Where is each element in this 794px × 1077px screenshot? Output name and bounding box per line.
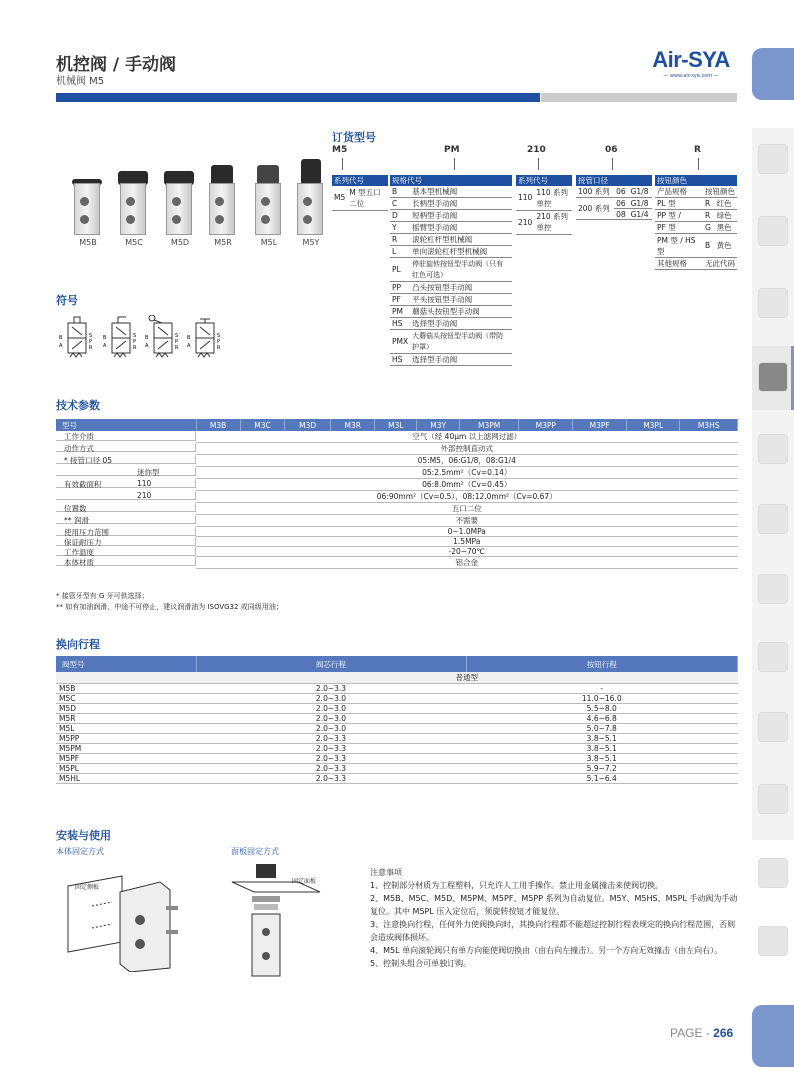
spec-desc: 蘑菇头按钮型手动阀 [410, 306, 512, 318]
note-item: 2、M5B、M5C、M5D、M5PM、M5PF、M5PP 系列为自动复位。M5Y、M5HS、M5PL 手动阀为手动复位。其中 M5PL 压入定位后，须旋转按钮才能复位。 [370, 894, 738, 916]
system-table [516, 175, 572, 235]
table-row [56, 744, 738, 754]
system-code: 210 [516, 210, 534, 234]
tech-param-value: 1.5MPa [196, 537, 738, 547]
stroke-model: M5B [56, 684, 196, 694]
stroke-spool: 2.0~3.3 [196, 764, 466, 774]
spec-code: HS [390, 354, 410, 366]
spec-desc: 单向滚轮杠杆型机械阀 [410, 246, 512, 258]
body-mount-title: 本体固定方式 [56, 847, 104, 856]
stroke-model: M5C [56, 694, 196, 704]
svg-text:S: S [217, 333, 221, 339]
product-label: M5L [260, 238, 278, 247]
tech-param-name: * 接管口径 05 [64, 455, 113, 465]
order-code-color: R [694, 145, 701, 155]
tech-col-head: M3PF [573, 419, 627, 431]
stroke-model: M5D [56, 704, 196, 714]
install-section-title: 安装与使用 [56, 829, 111, 842]
svg-text:B: B [187, 335, 191, 341]
stroke-button: 5.1~6.4 [466, 774, 738, 784]
stroke-model: M5HL [56, 774, 196, 784]
svg-text:R: R [89, 345, 93, 351]
tech-col-head: M3PP [519, 419, 573, 431]
stroke-spool: 2.0~3.0 [196, 704, 466, 714]
tech-param-name: 有效截面积 [64, 479, 102, 489]
tech-param-value: 外部控制直动式 [196, 443, 738, 455]
valve-symbol-icon [142, 315, 186, 361]
tech-param-name [56, 467, 134, 477]
solenoid-valve-icon[interactable] [758, 434, 788, 464]
stroke-spool: 2.0~3.3 [196, 774, 466, 784]
color-spec: 其他规格 [655, 258, 703, 270]
product-label: M5B [79, 238, 97, 247]
order-code-spec: PM [444, 145, 460, 155]
spec-code: C [390, 198, 410, 210]
stroke-section-title: 换向行程 [56, 638, 100, 651]
product-image-m5r [203, 165, 243, 235]
body-mount-label: 固定侧板 [75, 884, 100, 891]
port-code: 06 [614, 198, 628, 209]
tech-col-head: M3D [285, 419, 331, 431]
tech-col-head: M3Y [417, 419, 460, 431]
tech-param-name: 位置数 [64, 503, 87, 513]
stroke-button: 11.0~16.0 [466, 694, 738, 704]
spec-code: R [390, 234, 410, 246]
color-spec: PP 型 / [655, 210, 703, 222]
filter-regulator-icon[interactable] [758, 144, 788, 174]
port-size: G1/4 [629, 209, 652, 220]
series-desc: M 型五口二位 [347, 186, 388, 210]
stroke-table [56, 656, 738, 784]
tech-param-value: -20~70℃ [196, 547, 738, 557]
manifold-icon[interactable] [758, 712, 788, 742]
spec-desc: 选择型手动阀 [410, 354, 512, 366]
system-code: 110 [516, 186, 534, 210]
note-item: 3、注意换向行程，任何外力使阀换向时，其换向行程都不能超过控制行程表规定的换向行程范围，否则会造成阀体损坏。 [370, 920, 736, 942]
product-label: M5D [170, 238, 190, 247]
spec-desc: 摇臂型手动阀 [410, 222, 512, 234]
svg-text:B: B [59, 335, 63, 341]
stroke-button: 4.6~6.8 [466, 714, 738, 724]
spec-code: Y [390, 222, 410, 234]
tech-param-name: ** 润滑 [64, 515, 89, 525]
tech-param-sub [134, 455, 195, 465]
table-row [56, 764, 738, 774]
stroke-spool: 2.0~3.0 [196, 724, 466, 734]
svg-text:S: S [133, 333, 137, 339]
tech-param-sub [134, 527, 195, 537]
svg-text:P: P [175, 339, 179, 345]
tech-table [56, 419, 738, 569]
tech-param-value: 06:90mm²（Cv=0.5），08:12.0mm²（Cv=0.67） [196, 491, 738, 503]
tech-param-sub [134, 515, 195, 525]
tech-section-title: 技术参数 [56, 399, 100, 412]
product-image-m5y [291, 165, 331, 235]
accessory-icon[interactable] [758, 926, 788, 956]
port-code: 06 [614, 186, 628, 198]
product-label: M5R [214, 238, 232, 247]
svg-text:A: A [145, 343, 149, 349]
tech-col-head: M3PL [627, 419, 680, 431]
color-spec: PL 型 [655, 198, 703, 210]
tech-param-sub [134, 537, 195, 547]
svg-text:B: B [145, 335, 149, 341]
stroke-spool: 2.0~3.3 [196, 684, 466, 694]
tech-param-value: 空气（经 40μm 以上滤网过滤） [196, 431, 738, 443]
spec-desc: 短柄型手动阀 [410, 210, 512, 222]
valve-symbol-icon [184, 315, 228, 361]
table-row [56, 704, 738, 714]
tech-param-value: 06:8.0mm²（Cv=0.45） [196, 479, 738, 491]
svg-text:S: S [89, 333, 93, 339]
spec-head: 规格代号 [390, 175, 512, 186]
tech-param-sub [134, 547, 195, 557]
stroke-model: M5PM [56, 744, 196, 754]
order-section-title: 订货型号 [332, 131, 376, 144]
stroke-button: 5.5~8.0 [466, 704, 738, 714]
svg-text:P: P [217, 339, 221, 345]
product-image-m5l [249, 165, 289, 235]
tech-note: ** 如有加油润滑，中途不可停止，建议润滑油为 ISOVG32 或同级用油； [56, 603, 283, 611]
color-name: 黄色 [715, 234, 737, 258]
color-name: 红色 [715, 198, 737, 210]
color-head: 按钮颜色 [655, 175, 737, 186]
system-desc: 210 系列单控 [534, 210, 572, 234]
chapter-tab[interactable] [752, 48, 794, 100]
spec-code: B [390, 186, 410, 198]
page-number [670, 1026, 733, 1040]
manual-valve-icon[interactable] [758, 362, 788, 392]
tech-col-head: M3HS [680, 419, 738, 431]
color-name: 绿色 [715, 210, 737, 222]
spec-desc: 选择型手动阀 [410, 318, 512, 330]
svg-text:B: B [103, 335, 107, 341]
page-title: 机控阀 / 手动阀 [56, 55, 177, 75]
tech-param-name: 保证耐压力 [64, 537, 102, 547]
product-label: M5Y [302, 238, 320, 247]
tech-note: * 接管牙型有 G 牙可供选择； [56, 592, 149, 600]
tech-col-head: M3C [240, 419, 284, 431]
series-code: M5 [332, 186, 347, 210]
color-spec: PM 型 / HS 型 [655, 234, 703, 258]
tech-param-sub: 210 [137, 490, 152, 500]
stroke-spool: 2.0~3.3 [196, 734, 466, 744]
system-head: 系列代号 [516, 175, 572, 186]
stroke-spool: 2.0~3.3 [196, 754, 466, 764]
stroke-col-head: 按钮行程 [466, 656, 738, 672]
tech-param-name [56, 491, 134, 501]
table-row [56, 774, 738, 784]
svg-text:A: A [59, 343, 63, 349]
filter-icon[interactable] [758, 216, 788, 246]
silencer-icon[interactable] [758, 858, 788, 888]
product-label: M5C [125, 238, 143, 247]
product-image-m5d [160, 165, 200, 235]
spec-desc: 基本型机械阀 [410, 186, 512, 198]
page-label: PAGE - [670, 1026, 710, 1040]
system-desc: 110 系列单控 [534, 186, 572, 210]
stroke-model: M5PF [56, 754, 196, 764]
cylinder-icon[interactable] [758, 504, 788, 534]
brand-name: Air-SYA [652, 47, 730, 72]
svg-text:P: P [133, 339, 137, 345]
spec-code: PM [390, 306, 410, 318]
port-code: 08 [614, 209, 628, 220]
tech-col-head: M3R [331, 419, 375, 431]
tech-param-name: 动作方式 [64, 443, 94, 453]
stroke-model: M5L [56, 724, 196, 734]
stroke-model: M5PL [56, 764, 196, 774]
page-tab[interactable] [752, 1005, 794, 1067]
elbow-fitting-icon[interactable] [758, 784, 788, 814]
svg-text:P: P [89, 339, 93, 345]
tech-col-head: M3L [375, 419, 417, 431]
tech-param-name: 使用压力范围 [64, 527, 109, 537]
port-series: 200 系列 [576, 198, 614, 220]
stroke-spool: 2.0~3.3 [196, 744, 466, 754]
tech-param-sub [134, 557, 195, 567]
brand-logo [646, 48, 736, 88]
color-code: G [703, 222, 715, 234]
symbol-section-title: 符号 [56, 294, 78, 307]
stroke-button: 5.0~7.8 [466, 724, 738, 734]
order-code-system: 210 [527, 145, 546, 155]
fitting-icon[interactable] [758, 642, 788, 672]
color-col-head: 产品规格 [655, 186, 703, 198]
spec-code: L [390, 246, 410, 258]
port-table [576, 175, 652, 220]
spec-code: PP [390, 282, 410, 294]
tech-param-value: 0~1.0MPa [196, 527, 738, 537]
gauge-valve-icon[interactable] [758, 288, 788, 318]
spec-code: PL [390, 258, 410, 282]
tech-param-name: 工作介质 [64, 432, 94, 441]
valve-symbol-icon [56, 315, 100, 361]
note-item: 1、控制部分材质为工程塑料，只允许人工用手操作。禁止用金属撞击来使阀切换。 [370, 881, 664, 890]
svg-text:R: R [133, 345, 137, 351]
color-name: 黑色 [715, 222, 737, 234]
tech-col-head: M3B [196, 419, 240, 431]
tech-col-head: 型号 [56, 419, 196, 431]
pressure-switch-icon[interactable] [758, 574, 788, 604]
tech-param-name: 本体材质 [64, 557, 94, 567]
color-code: B [703, 234, 715, 258]
stroke-button: - [466, 684, 738, 694]
tech-param-sub [134, 443, 195, 453]
tech-param-sub [134, 503, 195, 513]
spec-desc: 凸头按钮型手动阀 [410, 282, 512, 294]
spec-code: PMX [390, 330, 410, 354]
series-head: 系列代号 [332, 175, 388, 186]
svg-text:S: S [175, 333, 179, 339]
table-row [56, 734, 738, 744]
color-code: 无此代码 [705, 259, 735, 268]
tech-param-sub: 迷你型 [137, 467, 160, 477]
valve-symbol-icon [100, 315, 144, 361]
spec-desc: 停驻旋转按钮型手动阀（只有红色可选） [410, 258, 512, 282]
product-image-m5b [68, 165, 108, 235]
color-spec: PF 型 [655, 222, 703, 234]
tech-param-value: 五口二位 [196, 503, 738, 515]
stroke-button: 3.8~5.1 [466, 734, 738, 744]
order-code-series: M5 [332, 145, 348, 155]
stroke-col-head: 阀型号 [56, 656, 196, 672]
tech-param-value: 05:M5，06:G1/8，08:G1/4 [196, 455, 738, 467]
color-table [655, 175, 737, 270]
spec-code: D [390, 210, 410, 222]
order-code-port: 06 [605, 145, 618, 155]
stroke-button: 5.9~7.2 [466, 764, 738, 774]
category-sidebar [752, 128, 794, 840]
spec-desc: 长柄型手动阀 [410, 198, 512, 210]
stroke-model: M5R [56, 714, 196, 724]
tech-param-sub [134, 431, 195, 441]
port-size: G1/8 [629, 198, 652, 209]
color-code: R [703, 198, 715, 210]
table-row [56, 684, 738, 694]
spec-table [390, 175, 512, 366]
tech-col-head: M3PM [460, 419, 519, 431]
stroke-model: M5PP [56, 734, 196, 744]
color-col-head: 按钮颜色 [705, 187, 735, 196]
table-row [56, 724, 738, 734]
spec-desc: 滚轮杠杆型机械阀 [410, 234, 512, 246]
stroke-group-label: 普通型 [196, 672, 738, 684]
install-notes [370, 866, 742, 970]
svg-text:R: R [217, 345, 221, 351]
tech-param-sub: 110 [137, 478, 152, 488]
port-head: 接管口径 [576, 175, 652, 186]
table-row [56, 694, 738, 704]
port-series: 100 系列 [576, 186, 614, 198]
stroke-spool: 2.0~3.0 [196, 714, 466, 724]
note-item: 5、控制头组合可单独订购。 [370, 959, 472, 968]
notes-title: 注意事项 [370, 868, 402, 877]
table-row [56, 714, 738, 724]
header-bar-blue [56, 93, 540, 102]
tech-param-value: 不需要 [196, 515, 738, 527]
page-subtitle: 机械阀 M5 [56, 76, 105, 87]
spec-desc: 大蘑菇头按钮型手动阀（带防护罩） [410, 330, 512, 354]
header-bar-gray [541, 93, 737, 102]
color-code: R [703, 210, 715, 222]
note-item: 4、M5L 单向滚轮阀只有单方向能使阀切换由（由右向左撞击）。另一个方向无效撞击（由左向右）。 [370, 946, 723, 955]
svg-text:A: A [187, 343, 191, 349]
port-size: G1/8 [629, 186, 652, 198]
svg-text:A: A [103, 343, 107, 349]
spec-code: PF [390, 294, 410, 306]
table-row [56, 754, 738, 764]
panel-mount-title: 面板固定方式 [231, 847, 279, 856]
product-image-m5c [114, 165, 154, 235]
brand-website: — www.air-sya.com — [663, 73, 719, 79]
tech-param-value: 05:2.5mm²（Cv=0.14） [196, 467, 738, 479]
stroke-button: 3.8~5.1 [466, 744, 738, 754]
stroke-spool: 2.0~3.0 [196, 694, 466, 704]
panel-mount-label: 固定面板 [292, 878, 317, 885]
tech-param-value: 铝合金 [196, 557, 738, 569]
tech-param-name: 工作温度 [64, 547, 94, 557]
series-table [332, 175, 388, 211]
stroke-col-head: 阀芯行程 [196, 656, 466, 672]
page-number-value: 266 [713, 1026, 734, 1040]
svg-text:R: R [175, 345, 179, 351]
spec-desc: 平头按钮型手动阀 [410, 294, 512, 306]
spec-code: HS [390, 318, 410, 330]
stroke-button: 3.8~5.1 [466, 754, 738, 764]
